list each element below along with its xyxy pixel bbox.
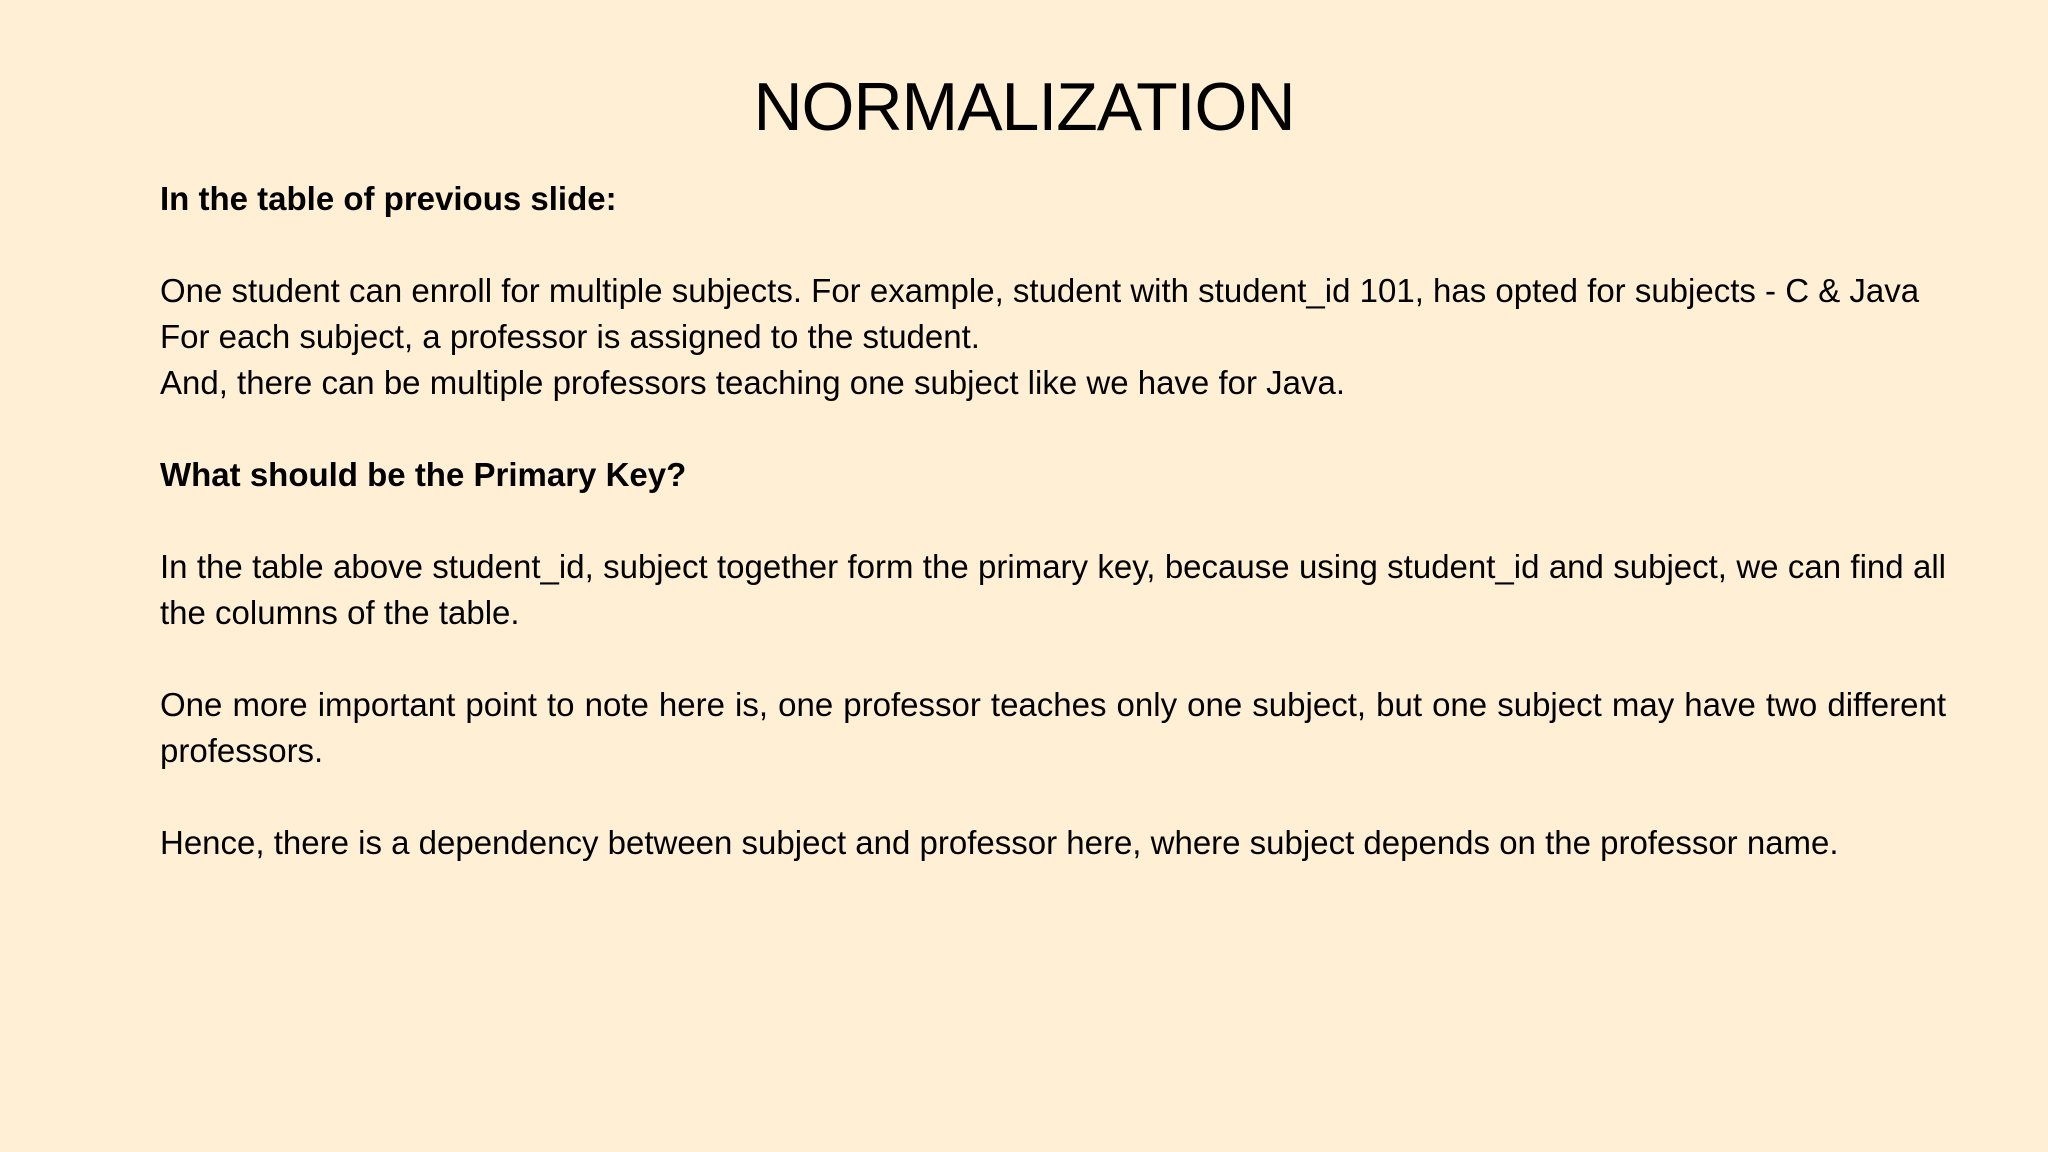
slide-content — [160, 176, 1946, 866]
spacer — [160, 636, 1946, 682]
paragraph-important-point: One more important point to note here is, one professor teaches only one subject, but one subject may have two different professors. — [160, 686, 1946, 769]
paragraph-professor-assigned: For each subject, a professor is assigned to the student. — [160, 318, 980, 355]
spacer — [160, 406, 1946, 452]
spacer — [160, 498, 1946, 544]
heading-previous-slide: In the table of previous slide: — [160, 180, 617, 217]
spacer — [160, 222, 1946, 268]
paragraph-enrollment: One student can enroll for multiple subjects. For example, student with student_id 101, has opted for subjects - C & Java — [160, 272, 1920, 309]
paragraph-primary-key-explanation: In the table above student_id, subject together form the primary key, because using student_id and subject, we can find all the columns of the table. — [160, 548, 1946, 631]
heading-primary-key: What should be the Primary Key? — [160, 456, 687, 493]
slide-title: NORMALIZATION — [753, 69, 1295, 145]
paragraph-dependency: Hence, there is a dependency between subject and professor here, where subject depends on the professor name. — [160, 824, 1839, 861]
spacer — [160, 774, 1946, 820]
paragraph-multiple-professors: And, there can be multiple professors teaching one subject like we have for Java. — [160, 364, 1346, 401]
